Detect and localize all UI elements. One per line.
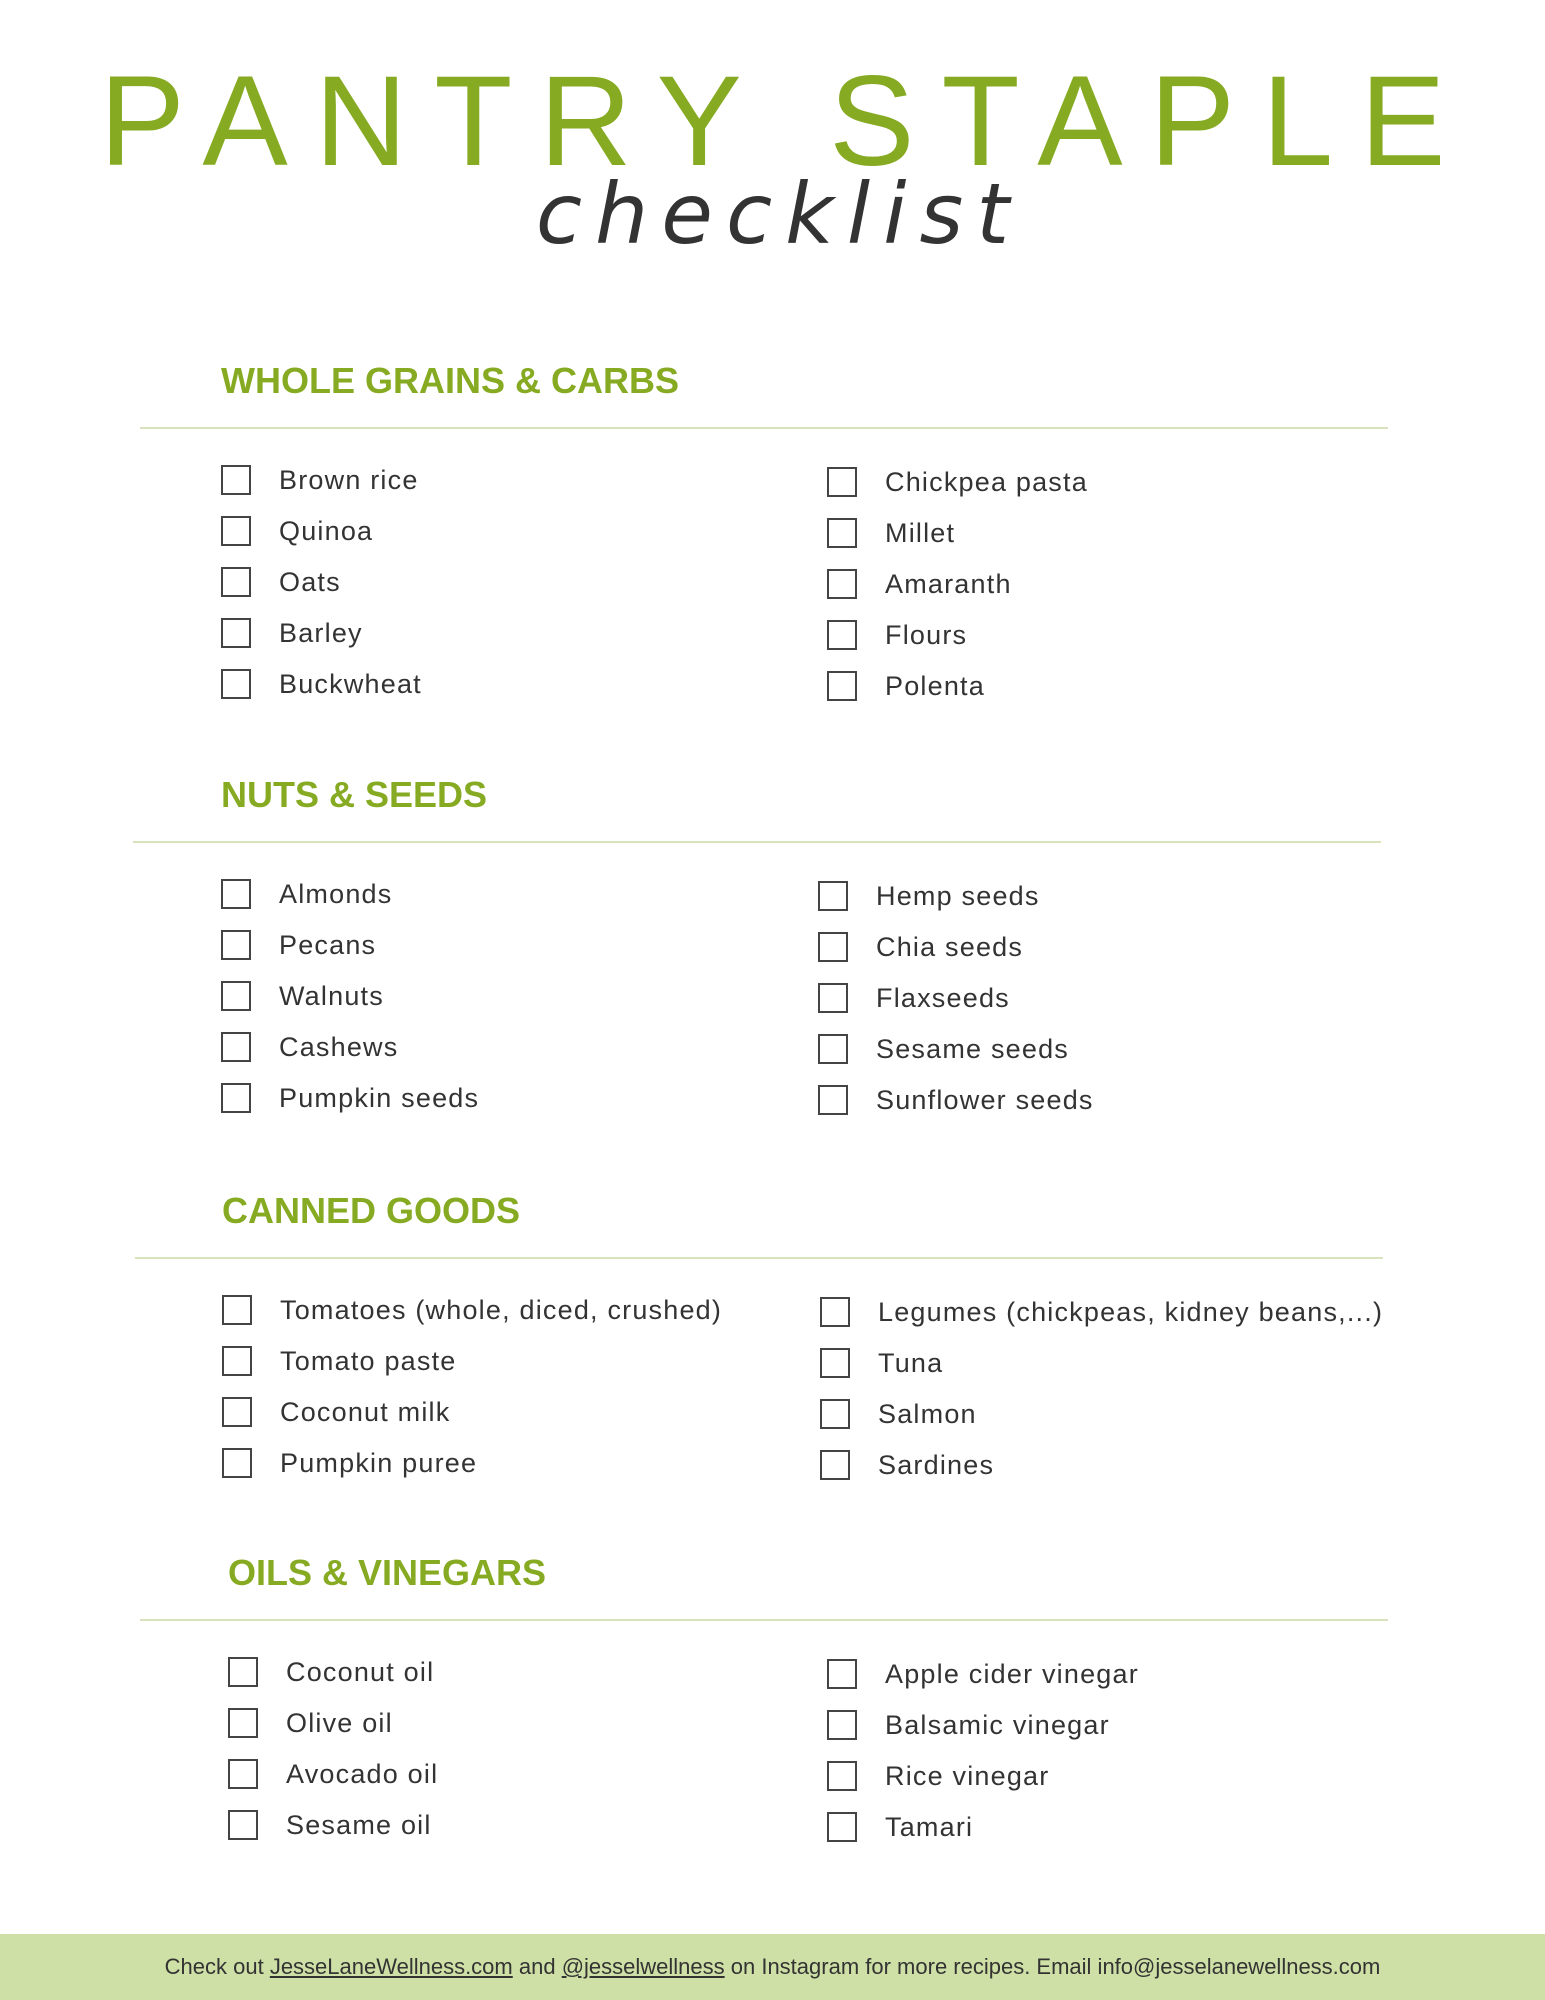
checklist-item[interactable] <box>827 518 955 548</box>
item-label: Apple cider vinegar <box>885 1658 1139 1689</box>
checkbox[interactable] <box>228 1708 258 1738</box>
item-label: Brown rice <box>279 464 419 495</box>
checkbox[interactable] <box>820 1348 850 1378</box>
checklist-item[interactable] <box>221 669 422 699</box>
checklist-item[interactable] <box>221 465 419 495</box>
checklist-item[interactable] <box>818 881 1040 911</box>
section-divider <box>140 427 1388 429</box>
checklist-item[interactable] <box>228 1708 393 1738</box>
checkbox[interactable] <box>827 671 857 701</box>
checkbox[interactable] <box>820 1450 850 1480</box>
section-divider <box>140 1619 1388 1621</box>
checklist-item[interactable] <box>818 983 1010 1013</box>
checkbox[interactable] <box>222 1397 252 1427</box>
checklist-item[interactable] <box>221 1032 398 1062</box>
checkbox[interactable] <box>221 618 251 648</box>
checkbox[interactable] <box>827 569 857 599</box>
section-divider <box>133 841 1381 843</box>
item-label: Coconut oil <box>286 1656 435 1687</box>
item-label: Sunflower seeds <box>876 1084 1094 1115</box>
section-heading-nuts-seeds: NUTS & SEEDS <box>221 774 488 815</box>
page-subtitle: checklist <box>535 165 1023 263</box>
checklist-item[interactable] <box>827 1812 973 1842</box>
checklist-item[interactable] <box>221 930 376 960</box>
item-label: Rice vinegar <box>885 1760 1050 1791</box>
checkbox[interactable] <box>827 1761 857 1791</box>
item-label: Flours <box>885 619 968 650</box>
checklist-item[interactable] <box>820 1297 1383 1327</box>
checklist-item[interactable] <box>221 981 384 1011</box>
checklist-item[interactable] <box>221 1083 479 1113</box>
item-label: Chia seeds <box>876 931 1024 962</box>
item-label: Barley <box>279 617 363 648</box>
checklist-item[interactable] <box>827 467 1088 497</box>
item-label: Hemp seeds <box>876 880 1040 911</box>
checkbox[interactable] <box>221 516 251 546</box>
item-label: Sesame seeds <box>876 1033 1069 1064</box>
checklist-item[interactable] <box>827 1710 1110 1740</box>
checklist-item[interactable] <box>222 1295 722 1325</box>
page-title: PANTRY STAPLE <box>99 50 1473 193</box>
footer-banner <box>0 1934 1545 2000</box>
checkbox[interactable] <box>221 930 251 960</box>
section-heading-canned-goods: CANNED GOODS <box>222 1190 521 1231</box>
footer-text: and <box>512 1954 562 1979</box>
section-heading-oils-vinegars: OILS & VINEGARS <box>228 1552 547 1593</box>
item-label: Amaranth <box>885 568 1012 599</box>
checkbox[interactable] <box>228 1657 258 1687</box>
checkbox[interactable] <box>221 1032 251 1062</box>
item-label: Pumpkin puree <box>280 1447 478 1478</box>
checklist-item[interactable] <box>222 1346 457 1376</box>
checkbox[interactable] <box>820 1399 850 1429</box>
item-label: Chickpea pasta <box>885 466 1088 497</box>
item-label: Sesame oil <box>286 1809 432 1840</box>
item-label: Sardines <box>878 1449 995 1480</box>
checklist-item[interactable] <box>221 618 363 648</box>
item-label: Flaxseeds <box>876 982 1010 1013</box>
item-label: Legumes (chickpeas, kidney beans,...) <box>878 1296 1384 1327</box>
item-label: Olive oil <box>286 1707 393 1738</box>
checkbox[interactable] <box>827 467 857 497</box>
checkbox[interactable] <box>222 1295 252 1325</box>
checkbox[interactable] <box>228 1810 258 1840</box>
instagram-link[interactable]: @jesselwellness <box>561 1954 725 1979</box>
section-heading-whole-grains: WHOLE GRAINS & CARBS <box>221 360 679 401</box>
checklist-item[interactable] <box>221 516 373 546</box>
checklist-item[interactable] <box>221 567 341 597</box>
checkbox[interactable] <box>818 1085 848 1115</box>
item-label: Buckwheat <box>279 668 422 699</box>
checkbox[interactable] <box>818 881 848 911</box>
checkbox[interactable] <box>818 932 848 962</box>
checkbox[interactable] <box>827 1812 857 1842</box>
checklist-item[interactable] <box>221 879 392 909</box>
checkbox[interactable] <box>222 1448 252 1478</box>
item-label: Walnuts <box>279 980 384 1011</box>
checkbox[interactable] <box>818 1034 848 1064</box>
checkbox[interactable] <box>827 620 857 650</box>
item-label: Pumpkin seeds <box>279 1082 480 1113</box>
item-label: Avocado oil <box>286 1758 439 1789</box>
item-label: Tomatoes (whole, diced, crushed) <box>280 1294 723 1325</box>
checklist-item[interactable] <box>827 671 985 701</box>
checklist-item[interactable] <box>818 1085 1094 1115</box>
item-label: Tomato paste <box>280 1345 457 1376</box>
checklist-item[interactable] <box>820 1348 943 1378</box>
checklist-item[interactable] <box>827 620 967 650</box>
checkbox[interactable] <box>827 1659 857 1689</box>
item-label: Oats <box>279 566 341 597</box>
checklist-item[interactable] <box>818 1034 1069 1064</box>
section-divider <box>135 1257 1383 1259</box>
item-label: Cashews <box>279 1031 399 1062</box>
checklist-item[interactable] <box>820 1450 994 1480</box>
checkbox[interactable] <box>221 981 251 1011</box>
checklist-item[interactable] <box>827 569 1012 599</box>
checkbox[interactable] <box>221 879 251 909</box>
checklist-item[interactable] <box>827 1659 1139 1689</box>
checkbox[interactable] <box>221 465 251 495</box>
website-link[interactable]: JesseLaneWellness.com <box>269 1954 513 1979</box>
checklist-item[interactable] <box>818 932 1023 962</box>
checkbox[interactable] <box>222 1346 252 1376</box>
item-label: Pecans <box>279 929 377 960</box>
item-label: Quinoa <box>279 515 374 546</box>
item-label: Tuna <box>878 1347 944 1378</box>
item-label: Almonds <box>279 878 393 909</box>
footer-text: on Instagram for more recipes. Email info@jesselanewellness.com <box>724 1954 1381 1979</box>
checklist-item[interactable] <box>228 1657 434 1687</box>
checkbox[interactable] <box>221 669 251 699</box>
checkbox[interactable] <box>221 567 251 597</box>
checkbox[interactable] <box>228 1759 258 1789</box>
checkbox[interactable] <box>827 518 857 548</box>
checklist-item[interactable] <box>827 1761 1049 1791</box>
checkbox[interactable] <box>221 1083 251 1113</box>
checklist-item[interactable] <box>222 1397 450 1427</box>
checkbox[interactable] <box>818 983 848 1013</box>
item-label: Polenta <box>885 670 985 701</box>
checklist-item[interactable] <box>228 1810 432 1840</box>
checkbox[interactable] <box>827 1710 857 1740</box>
checklist-item[interactable] <box>228 1759 438 1789</box>
checklist-item[interactable] <box>820 1399 977 1429</box>
item-label: Balsamic vinegar <box>885 1709 1110 1740</box>
footer-text: Check out <box>164 1954 270 1979</box>
checkbox[interactable] <box>820 1297 850 1327</box>
item-label: Salmon <box>878 1398 977 1429</box>
item-label: Coconut milk <box>280 1396 451 1427</box>
item-label: Millet <box>885 517 956 548</box>
checklist-item[interactable] <box>222 1448 477 1478</box>
item-label: Tamari <box>885 1811 974 1842</box>
